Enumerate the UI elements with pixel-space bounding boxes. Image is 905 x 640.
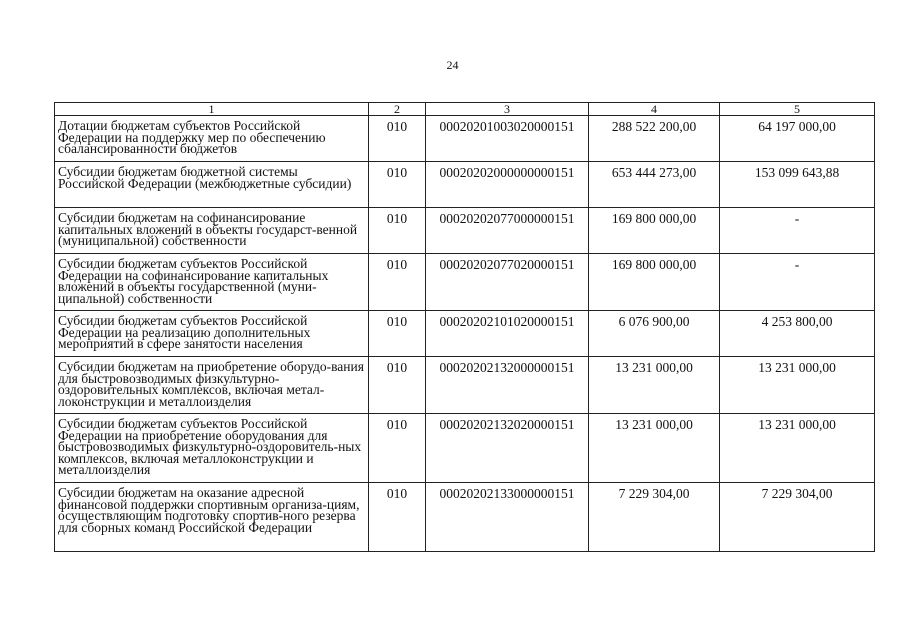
column-header-2: 2 <box>369 103 426 116</box>
table-row <box>55 116 875 162</box>
row-amount-4: 169 800 000,00 <box>589 254 720 311</box>
row-amount-4: 6 076 900,00 <box>589 311 720 357</box>
row-class-code: 00020202000000000151 <box>426 162 589 208</box>
row-amount-5: - <box>720 208 875 254</box>
row-amount-5: 7 229 304,00 <box>720 483 875 552</box>
row-amount-5: 13 231 000,00 <box>720 357 875 414</box>
row-name: Субсидии бюджетам бюджетной системы Российской Федерации (межбюджетные субсидии) <box>55 162 369 208</box>
row-class-code: 00020202077000000151 <box>426 208 589 254</box>
row-name: Субсидии бюджетам субъектов Российской Федерации на реализацию дополнительных мероприятий в сфере занятости населения <box>55 311 369 357</box>
row-name: Субсидии бюджетам на оказание адресной финансовой поддержки спортивным организа-циям, осуществляющим подготовку спортив-ного резерва для сборных команд Российской Федерации <box>55 483 369 552</box>
row-amount-5: - <box>720 254 875 311</box>
row-admin-code: 010 <box>369 254 426 311</box>
budget-table <box>54 102 875 552</box>
row-admin-code: 010 <box>369 208 426 254</box>
row-admin-code: 010 <box>369 311 426 357</box>
row-amount-4: 7 229 304,00 <box>589 483 720 552</box>
row-class-code: 00020201003020000151 <box>426 116 589 162</box>
row-amount-4: 288 522 200,00 <box>589 116 720 162</box>
row-admin-code: 010 <box>369 162 426 208</box>
row-name: Субсидии бюджетам на софинансирование капитальных вложений в объекты государст-венной (муниципальной) собственности <box>55 208 369 254</box>
row-amount-4: 169 800 000,00 <box>589 208 720 254</box>
row-class-code: 00020202133000000151 <box>426 483 589 552</box>
table-row <box>55 357 875 414</box>
row-name: Субсидии бюджетам на приобретение оборудо-вания для быстровозводимых физкультурно-оздоровительных комплексов, включая метал-локонструкции и металлоизделия <box>55 357 369 414</box>
row-admin-code: 010 <box>369 116 426 162</box>
row-admin-code: 010 <box>369 357 426 414</box>
row-name: Субсидии бюджетам субъектов Российской Федерации на приобретение оборудования для быстровозводимых физкультурно-оздоровитель-ных комплексов, включая металлоконструкции и металлоизделия <box>55 414 369 483</box>
row-amount-5: 64 197 000,00 <box>720 116 875 162</box>
table-row <box>55 254 875 311</box>
table-row <box>55 162 875 208</box>
table-row <box>55 311 875 357</box>
row-amount-4: 13 231 000,00 <box>589 414 720 483</box>
row-amount-4: 653 444 273,00 <box>589 162 720 208</box>
table-row <box>55 208 875 254</box>
column-header-3: 3 <box>426 103 589 116</box>
table-row <box>55 414 875 483</box>
page-number: 24 <box>446 58 459 72</box>
row-amount-5: 153 099 643,88 <box>720 162 875 208</box>
row-class-code: 00020202101020000151 <box>426 311 589 357</box>
column-header-4: 4 <box>589 103 720 116</box>
table-header-row <box>55 103 875 116</box>
row-admin-code: 010 <box>369 414 426 483</box>
row-class-code: 00020202077020000151 <box>426 254 589 311</box>
row-class-code: 00020202132020000151 <box>426 414 589 483</box>
row-name: Дотации бюджетам субъектов Российской Федерации на поддержку мер по обеспечению сбалансированности бюджетов <box>55 116 369 162</box>
row-amount-4: 13 231 000,00 <box>589 357 720 414</box>
column-header-5: 5 <box>720 103 875 116</box>
row-amount-5: 4 253 800,00 <box>720 311 875 357</box>
column-header-1: 1 <box>55 103 369 116</box>
row-class-code: 00020202132000000151 <box>426 357 589 414</box>
row-amount-5: 13 231 000,00 <box>720 414 875 483</box>
row-admin-code: 010 <box>369 483 426 552</box>
row-name: Субсидии бюджетам субъектов Российской Федерации на софинансирование капитальных вложений в объекты государственной (муни-ципальной) собственности <box>55 254 369 311</box>
table-row <box>55 483 875 552</box>
